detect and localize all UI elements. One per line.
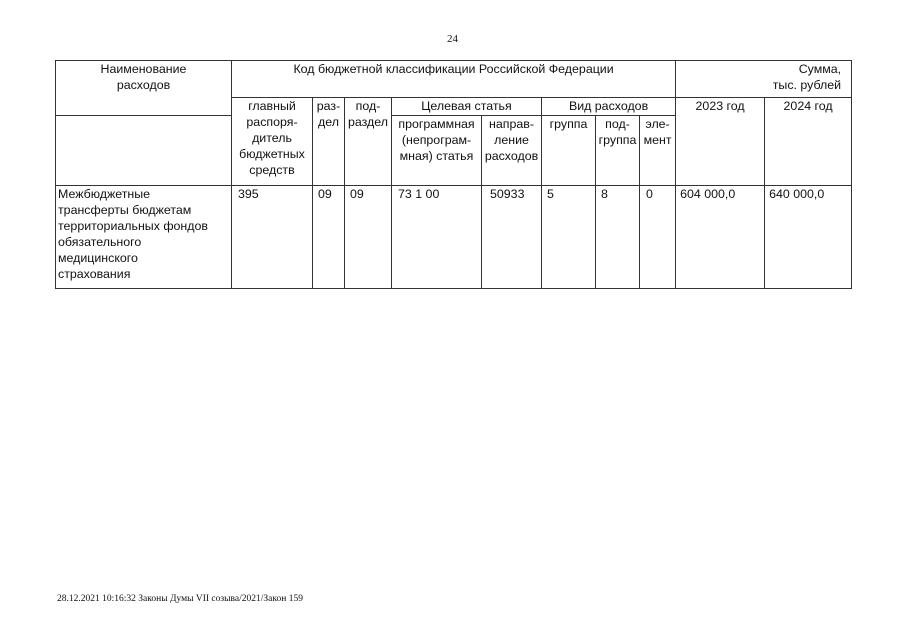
header-year-2023: 2023 год [676,98,765,186]
row-subsection: 09 [345,186,392,289]
header-name-cont [56,116,232,186]
header-group: группа [542,116,596,186]
header-target-article: Целевая статья [392,98,542,116]
header-subsection: под- раздел [345,98,392,186]
header-year-2024: 2024 год [765,98,852,186]
table-row [56,186,852,289]
row-direction: 50933 [482,186,542,289]
header-name: Наименование расходов [56,61,232,116]
header-sum: Сумма, тыс. рублей [676,61,852,98]
row-subgroup: 8 [596,186,640,289]
header-subgroup: под- группа [596,116,640,186]
header-section: раз- дел [313,98,345,186]
page-number: 24 [447,33,458,45]
row-manager: 395 [232,186,313,289]
row-section: 09 [313,186,345,289]
header-element: эле- мент [640,116,676,186]
header-row-1 [56,61,852,98]
row-sum-2024: 640 000,0 [765,186,852,289]
header-direction: направ- ление расходов [482,116,542,186]
row-name: Межбюджетные трансферты бюджетам территориальных фондов обязательного медицинского страхования [56,186,232,289]
row-group: 5 [542,186,596,289]
header-code-group: Код бюджетной классификации Российской Федерации [232,61,676,98]
header-manager: главный распоря- дитель бюджетных средств [232,98,313,186]
header-expense-type: Вид расходов [542,98,676,116]
row-program-article: 73 1 00 [392,186,482,289]
document-footer: 28.12.2021 10:16:32 Законы Думы VII созыва/2021/Закон 159 [57,594,303,604]
budget-table [55,60,852,289]
row-element: 0 [640,186,676,289]
row-sum-2023: 604 000,0 [676,186,765,289]
header-program-article: программная (непрограм- мная) статья [392,116,482,186]
